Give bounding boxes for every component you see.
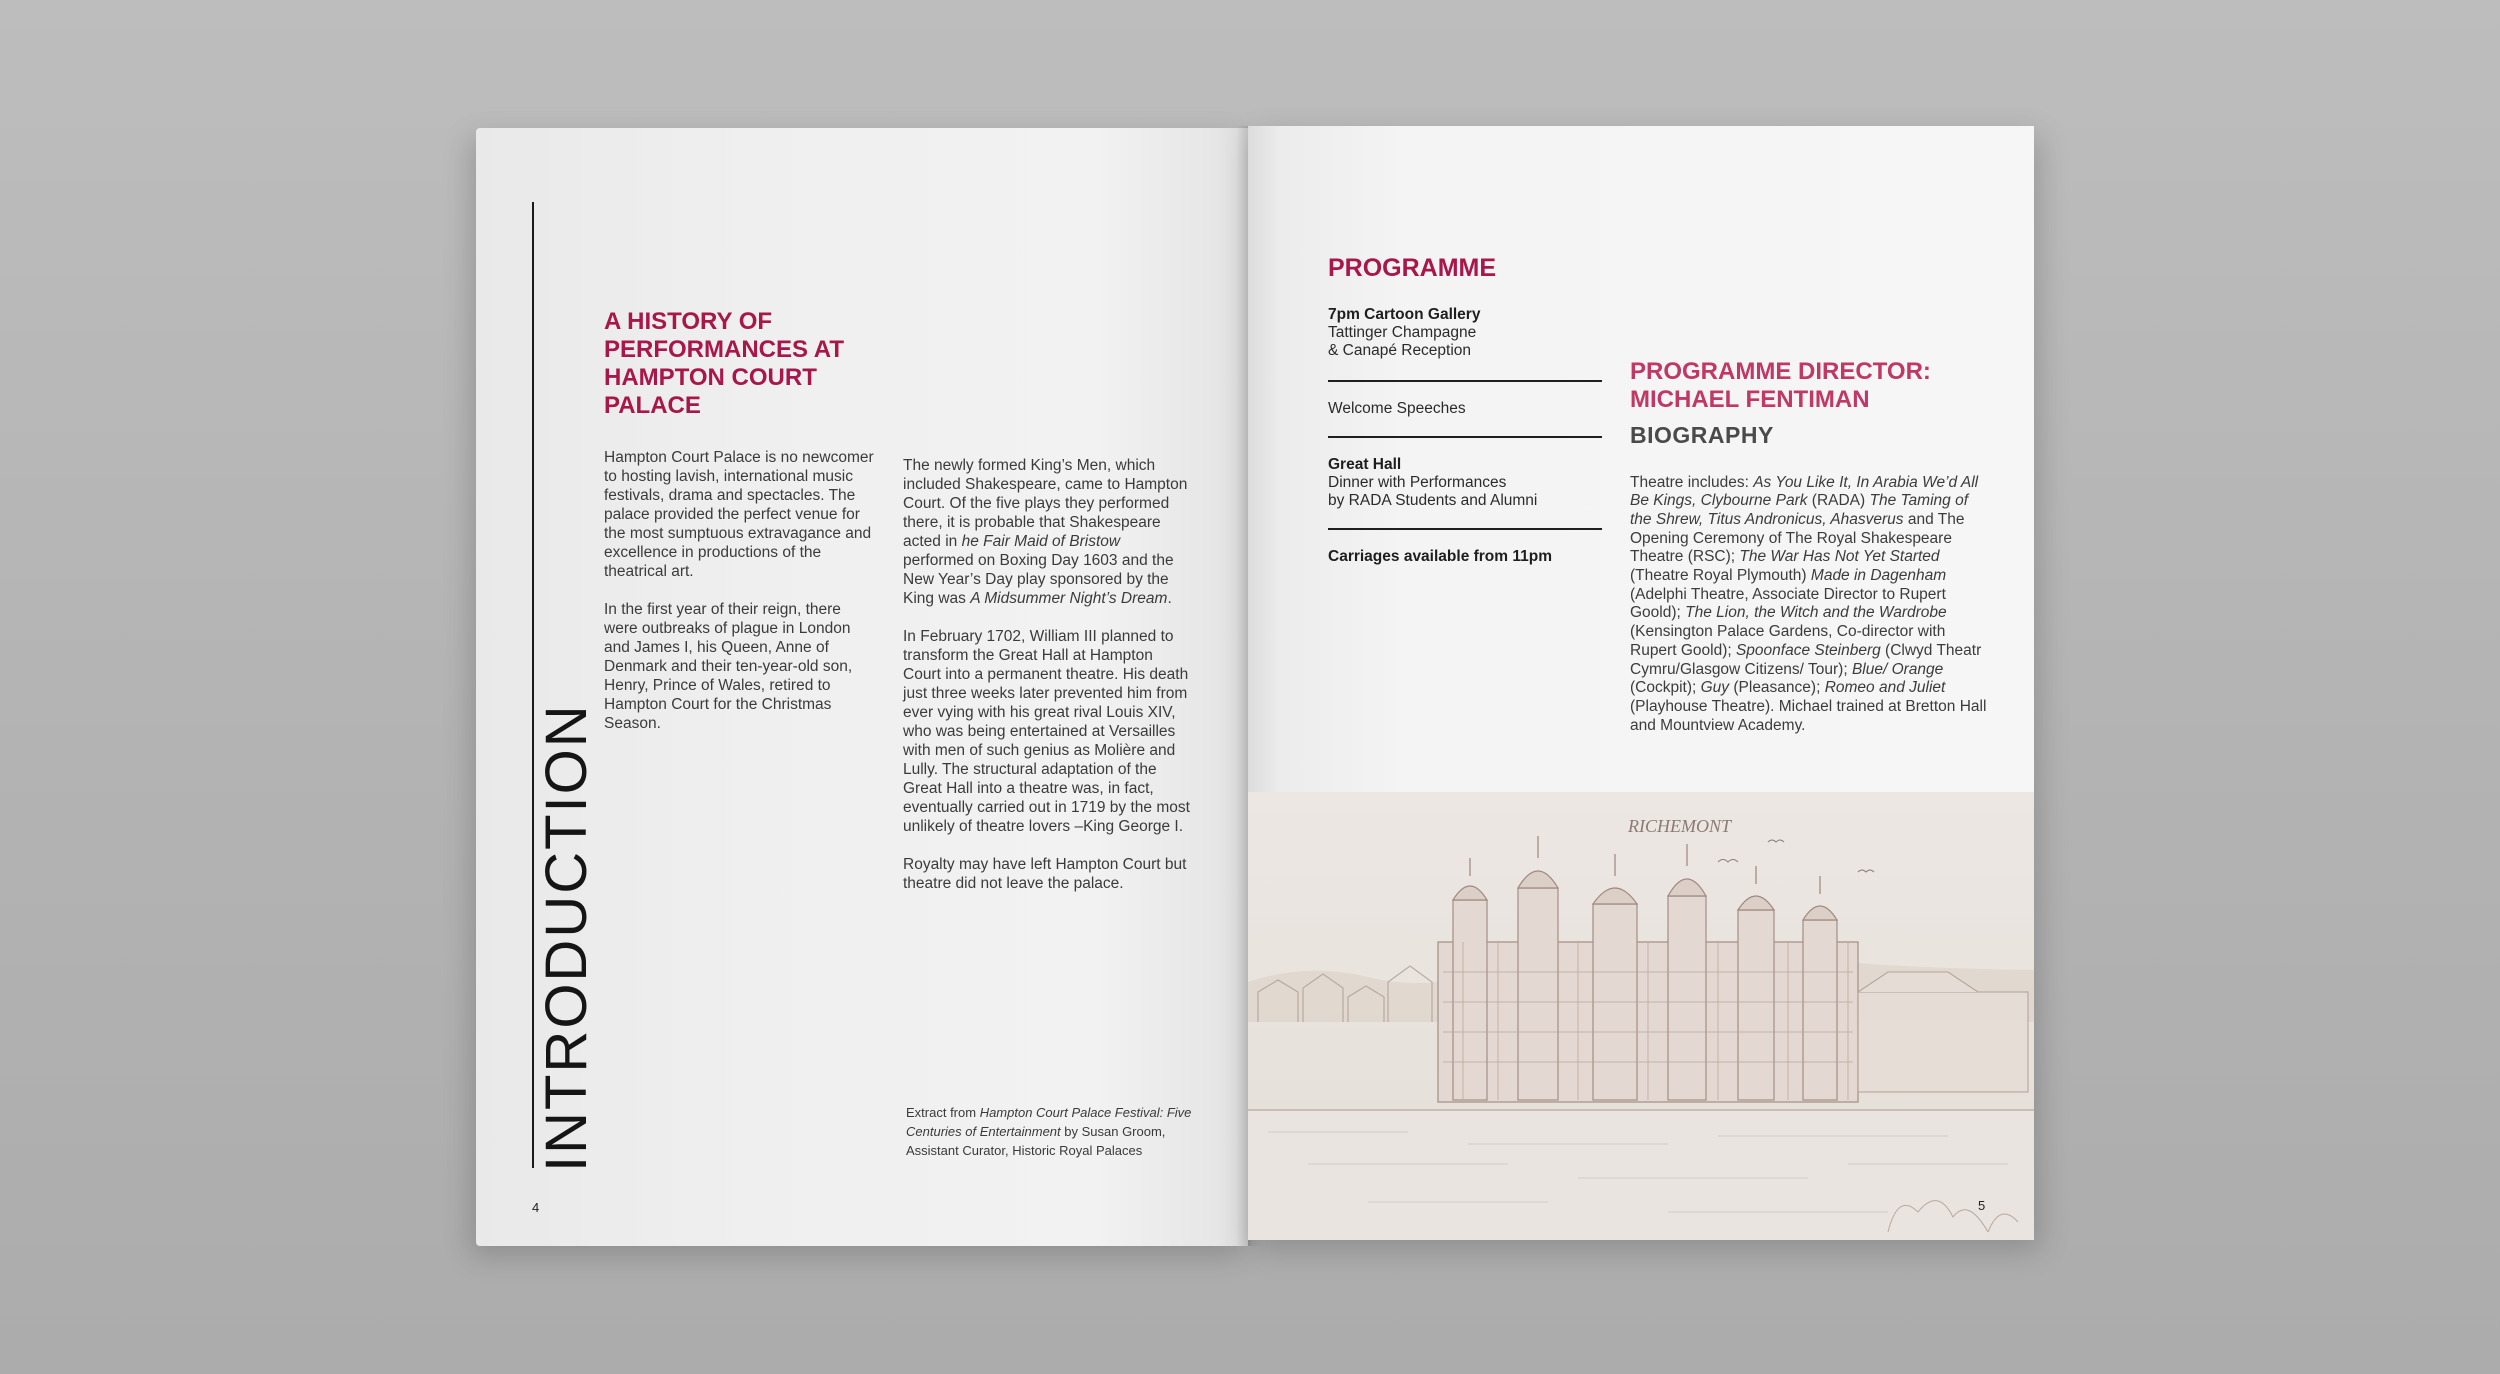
text-run: Extract from <box>906 1105 980 1120</box>
text-run: (Pleasance); <box>1729 679 1825 697</box>
left-column <box>604 448 874 733</box>
page-number-right: 5 <box>1978 1198 1986 1213</box>
programme-heading: PROGRAMME <box>1328 254 1497 282</box>
play-title: A Midsummer Night’s Dream <box>970 590 1168 607</box>
programme-item-line: Welcome Speeches <box>1328 400 1466 417</box>
programme-list <box>1328 306 1602 584</box>
production-title: As You Like It, In Arabia We’d All Be Kings, Clybourne Park <box>1630 473 1979 510</box>
production-title: Spoonface Steinberg <box>1735 641 1881 659</box>
director-heading: PROGRAMME DIRECTOR: MICHAEL FENTIMAN <box>1630 358 1931 413</box>
programme-item-line: by RADA Students and Alumni <box>1328 492 1538 509</box>
col1-paragraph-2: In the first year of their reign, there were outbreaks of plague in London and James I, his Queen, Anne of Denmark and their ten-year-old son, Henry, Prince of Wales, retired to Hampton Court for the Christmas Season. <box>604 601 853 732</box>
introduction-title: INTRODUCTION <box>534 703 599 1172</box>
play-title: he Fair Maid of Bristow <box>961 533 1121 550</box>
col2-paragraph-1 <box>903 456 1193 608</box>
text-run: and The Opening Ceremony of The Royal Shakespeare Theatre (RSC); <box>1630 510 1965 566</box>
col2-paragraph-3: Royalty may have left Hampton Court but theatre did not leave the palace. <box>903 856 1187 892</box>
text-run: (Kensington Palace Gardens, Co-director with Rupert Goold); <box>1630 623 1946 659</box>
book-title: Hampton Court Palace Festival: Five Centuries of Entertainment <box>906 1105 1192 1139</box>
programme-item-title: Carriages available from 11pm <box>1328 548 1553 565</box>
programme-item-line: Dinner with Performances <box>1328 474 1507 491</box>
right-page <box>1248 126 2034 1240</box>
programme-divider <box>1328 528 1602 530</box>
illustration-caption: RICHEMONT <box>1628 816 1731 836</box>
programme-item <box>1328 548 1602 584</box>
right-column <box>903 456 1193 893</box>
col2-paragraph-2: In February 1702, William III planned to transform the Great Hall at Hampton Court into a permanent theatre. His death just three weeks later prevented him from ever vying with his great rival Louis XIV, who was being entertained at Versailles with men of such genius as Molière and Lully. The structural adaptation of the Great Hall into a theatre was, in fact, eventually carried out in 1719 by the most unlikely of theatre lovers –King George I. <box>903 628 1190 835</box>
programme-item-line: Tattinger Champagne <box>1328 324 1477 341</box>
text-run: performed on Boxing Day 1603 and the New Year’s Day play sponsored by the King was <box>903 552 1174 607</box>
programme-item <box>1328 306 1602 380</box>
history-heading: A HISTORY OF PERFORMANCES AT HAMPTON COURT PALACE <box>604 308 844 419</box>
programme-item-title: Great Hall <box>1328 456 1402 473</box>
production-title: Romeo and Juliet <box>1824 679 1946 697</box>
text-run: by Susan Groom, Assistant Curator, Historic Royal Palaces <box>906 1124 1166 1158</box>
programme-divider <box>1328 380 1602 382</box>
production-title: Made in Dagenham <box>1810 567 1947 585</box>
text-run: (Playhouse Theatre). Michael trained at Bretton Hall and Mountview Academy. <box>1630 697 1987 734</box>
extract-credit <box>906 1103 1196 1160</box>
biography-heading: BIOGRAPHY <box>1630 422 1774 448</box>
text-run: (Clwyd Theatr Cymru/Glasgow Citizens/ Tour); <box>1630 641 1982 678</box>
palace-sketch-illustration <box>1248 792 2034 1240</box>
programme-item-title: 7pm Cartoon Gallery <box>1328 306 1481 323</box>
text-run: (Adelphi Theatre, Associate Director to Rupert Goold); <box>1630 585 1946 622</box>
text-run: (Theatre Royal Plymouth) <box>1630 567 1811 585</box>
text-run: (RADA) <box>1807 492 1870 510</box>
production-title: Blue/ Orange <box>1851 660 1944 678</box>
col1-paragraph-1: Hampton Court Palace is no newcomer to hosting lavish, international music festivals, drama and spectacles. The palace provided the perfect venue for the most sumptuous extravagance and excellence in productions of the theatrical art. <box>604 449 874 580</box>
text-run: . <box>1167 590 1172 607</box>
left-page <box>476 128 1248 1246</box>
page-number-left: 4 <box>532 1200 540 1215</box>
production-title: The War Has Not Yet Started <box>1739 548 1940 566</box>
production-title: The Taming of the Shrew, Titus Andronicus, Ahasverus <box>1630 492 1968 528</box>
production-title: The Lion, the Witch and the Wardrobe <box>1685 604 1947 622</box>
biography-text <box>1630 474 1990 736</box>
programme-item <box>1328 456 1602 528</box>
programme-item-line: & Canapé Reception <box>1328 342 1472 359</box>
production-title: Guy <box>1700 679 1730 697</box>
text-run: The newly formed King’s Men, which included Shakespeare, came to Hampton Court. Of the five plays they performed there, it is probable that Shakespeare acted in <box>903 457 1188 550</box>
text-run: (Cockpit); <box>1630 679 1701 697</box>
programme-divider <box>1328 436 1602 438</box>
programme-item <box>1328 400 1602 436</box>
text-run: Theatre includes: <box>1630 473 1754 491</box>
